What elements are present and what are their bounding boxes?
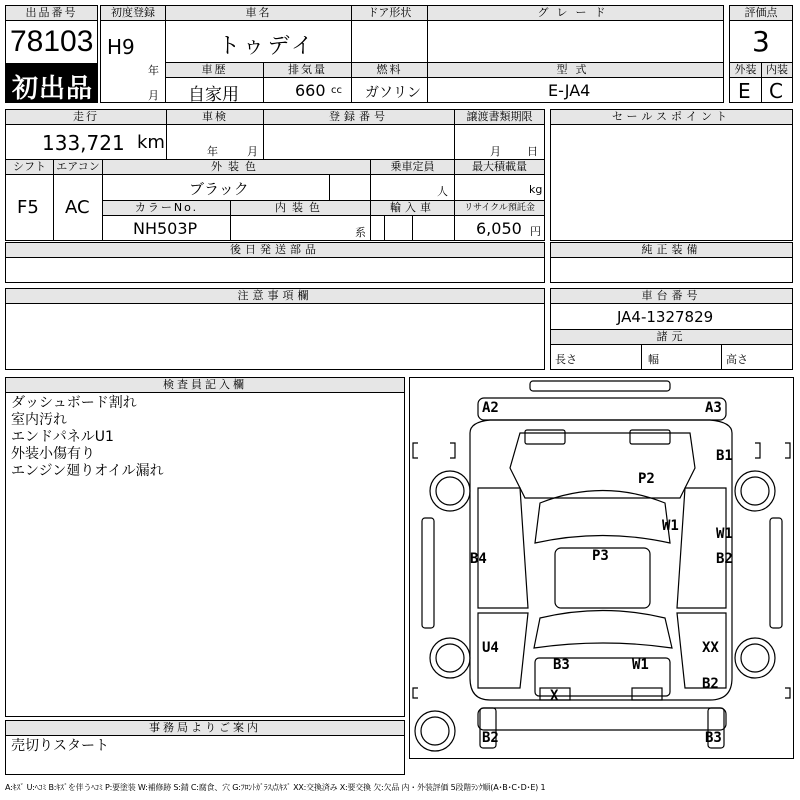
car-name-cell [165, 20, 352, 63]
shift-label: シフト [5, 159, 54, 175]
office-text: 売切りスタート [11, 738, 109, 754]
year-era: H9 [107, 35, 135, 59]
ext-color-cell [102, 174, 330, 201]
displacement-value: 660 [295, 81, 326, 100]
car-name: トゥデイ [218, 34, 316, 59]
ext-color-label: 外装色 [102, 159, 371, 175]
inspector-label: 検査員記入欄 [5, 377, 405, 393]
car-damage-diagram [409, 377, 794, 759]
load-cell [454, 174, 545, 201]
model-value: E-JA4 [548, 81, 591, 100]
load-unit: kg [529, 183, 543, 196]
damage-mark: B3 [705, 730, 722, 746]
notes-label: 注意事項欄 [5, 288, 545, 304]
ext-color-extra [329, 174, 371, 201]
transfer-day: 日 [527, 145, 538, 158]
grade-cell [427, 20, 724, 63]
score-cell [729, 20, 793, 63]
grade-label: グレード [427, 5, 724, 21]
fuel-value: ガソリン [365, 85, 421, 101]
inspection-month: 月 [247, 145, 258, 158]
lot-no [5, 20, 98, 64]
first-reg-cell [100, 20, 166, 103]
import-label: 輸入車 [370, 200, 455, 216]
score-label: 評価点 [729, 5, 793, 21]
color-no-value: NH503P [133, 219, 198, 238]
damage-mark: B3 [553, 657, 570, 673]
notes-box [5, 303, 545, 370]
damage-mark: U4 [482, 640, 499, 656]
displacement-cell [263, 77, 352, 103]
legend: A:ｷｽﾞ U:ﾍｺﾐ B:ｷｽﾞを伴うﾍｺﾐ P:要塗装 W:補修跡 S:錆 C:腐食、穴 G:ﾌﾛﾝﾄｶﾞﾗｽ点ｷｽﾞ XX:交換済み X:要交換 欠:欠品 内・外装評価 5段階ﾗﾝｸ順(A･B･C･D･E) 1 [5, 783, 546, 792]
mileage-unit: km [137, 132, 165, 153]
int-color-label: 内装色 [230, 200, 371, 216]
inspection-year: 年 [207, 145, 218, 158]
damage-mark: B2 [716, 551, 733, 567]
office-label: 事務局よりご案内 [5, 720, 405, 736]
reg-no-label: 登録番号 [263, 109, 455, 125]
capacity-unit: 人 [437, 185, 448, 198]
lot-no-label: 出品番号 [5, 5, 98, 21]
genuine-label: 純正装備 [550, 242, 793, 258]
door-cell [351, 20, 428, 63]
capacity-cell [370, 174, 455, 201]
shift-cell [5, 174, 54, 241]
damage-mark: A2 [482, 400, 499, 416]
model-cell [427, 77, 724, 103]
chassis-value: JA4-1327829 [617, 308, 714, 326]
chassis-cell [550, 303, 793, 330]
door-label: ドア形状 [351, 5, 428, 21]
ac-value: AC [65, 197, 90, 218]
transfer-label: 譲渡書類期限 [454, 109, 545, 125]
int-color-unit: 系 [355, 226, 366, 239]
color-no-label: カラーNo. [102, 200, 231, 216]
damage-mark: W1 [716, 526, 733, 542]
interior-label: 内装 [761, 62, 793, 78]
displacement-label: 排気量 [263, 62, 352, 78]
reg-no-cell [263, 124, 455, 160]
mileage-cell [5, 124, 167, 160]
inspection-cell [166, 124, 264, 160]
damage-mark: B2 [482, 730, 499, 746]
height-cell [721, 344, 793, 370]
later-parts-label: 後日発送部品 [5, 242, 545, 258]
mileage-label: 走行 [5, 109, 167, 125]
ac-label: エアコン [53, 159, 103, 175]
score-value: 3 [752, 25, 770, 58]
interior-value: C [769, 79, 783, 103]
lot-no-value: 78103 [10, 25, 94, 58]
first-listing-badge [5, 63, 98, 103]
damage-mark: B1 [716, 448, 733, 464]
shift-value: F5 [17, 197, 39, 218]
exterior-label: 外装 [729, 62, 762, 78]
sales-points-box [550, 124, 793, 241]
interior-cell [761, 77, 793, 103]
ext-color-value: ブラック [189, 180, 249, 198]
length-label: 長さ [555, 353, 577, 366]
color-no-cell [102, 215, 231, 241]
sales-points-label: セールスポイント [550, 109, 793, 125]
dims-label: 諸元 [550, 329, 793, 345]
damage-mark: X [550, 688, 559, 704]
load-label: 最大積載量 [454, 159, 545, 175]
inspector-line: エンジン廻りオイル漏れ [11, 463, 164, 479]
damage-mark: W1 [632, 657, 649, 673]
recycle-value: 6,050 [476, 219, 522, 238]
car-outline-svg [410, 378, 793, 758]
mileage-value: 133,721 [42, 131, 125, 155]
inspector-line: 室内汚れ [11, 412, 67, 428]
recycle-label: リサイクル預託金 [454, 200, 545, 216]
int-color-cell [230, 215, 371, 241]
length-cell [550, 344, 642, 370]
history-value: 自家用 [188, 85, 239, 103]
import-cell-2 [384, 215, 413, 241]
history-label: 車歴 [165, 62, 264, 78]
damage-mark: B4 [470, 551, 487, 567]
inspector-line: ダッシュボード割れ [11, 395, 137, 411]
width-label: 幅 [648, 353, 659, 366]
ac-cell [53, 174, 103, 241]
month-suffix: 月 [148, 89, 159, 102]
history-cell [165, 77, 264, 103]
exterior-value: E [738, 79, 751, 103]
inspector-box [5, 392, 405, 717]
transfer-month: 月 [490, 145, 501, 158]
damage-mark: XX [702, 640, 719, 656]
car-name-label: 車名 [165, 5, 352, 21]
inspector-line: エンドパネルU1 [11, 429, 114, 445]
transfer-cell [454, 124, 545, 160]
inspector-line: 外装小傷有り [11, 446, 95, 462]
damage-mark: P2 [638, 471, 655, 487]
year-suffix: 年 [148, 64, 159, 77]
displacement-unit: cc [331, 85, 342, 96]
import-cell-3 [412, 215, 455, 241]
height-label: 高さ [726, 353, 748, 366]
chassis-label: 車台番号 [550, 288, 793, 304]
import-cell [370, 215, 385, 241]
fuel-label: 燃料 [351, 62, 428, 78]
damage-mark: B2 [702, 676, 719, 692]
recycle-cell [454, 215, 545, 241]
exterior-cell [729, 77, 762, 103]
office-box [5, 735, 405, 775]
inspection-label: 車検 [166, 109, 264, 125]
later-parts-box [5, 257, 545, 283]
damage-mark: W1 [662, 518, 679, 534]
model-label: 型式 [427, 62, 724, 78]
damage-mark: P3 [592, 548, 609, 564]
first-reg-label: 初度登録 [100, 5, 166, 21]
recycle-unit: 円 [530, 225, 541, 238]
fuel-cell [351, 77, 428, 103]
capacity-label: 乗車定員 [370, 159, 455, 175]
genuine-box [550, 257, 793, 283]
first-listing-text: 初出品 [12, 74, 94, 103]
width-cell [641, 344, 722, 370]
damage-mark: A3 [705, 400, 722, 416]
